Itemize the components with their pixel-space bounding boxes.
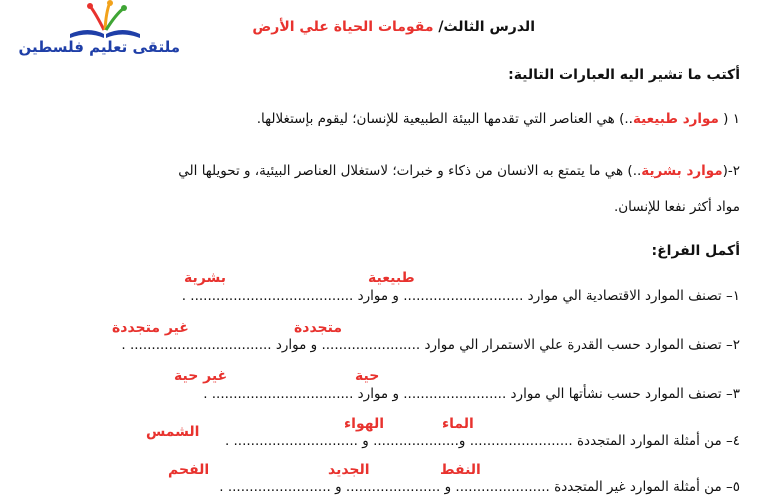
fill-item-4: ٤– من أمثلة الموارد المتجددة ........................ و.................... و ............................. . [224, 433, 740, 449]
fill-answer-4b: الهواء [344, 416, 385, 432]
section2-heading: أكمل الفراغ: [651, 243, 740, 259]
question-2: ٢-(موارد بشرية..) هي ما يتمتع به الانسان من ذكاء و خبرات؛ لاستغلال العناصر البيئية، و تحويلها الي [178, 163, 740, 179]
fill-item-3: ٣– تصنف الموارد حسب نشأتها الي موارد ........................ و موارد ................................. . [203, 386, 740, 402]
answer-2: موارد بشرية [641, 163, 723, 179]
fill-answer-5a: النفط [440, 462, 481, 478]
question-1: ١ ( موارد طبيعية..) هي العناصر التي تقدمها البيئة الطبيعية للإنسان؛ ليقوم بإستغلالها. [256, 111, 740, 127]
fill-answer-5c: الفحم [168, 462, 210, 478]
fill-answer-1b: بشرية [184, 270, 226, 286]
fill-answer-3a: حية [355, 368, 380, 384]
fill-answer-5b: الجديد [328, 462, 370, 478]
answer-1: موارد طبيعية [632, 111, 719, 127]
question-2-text: هي ما يتمتع به الانسان من ذكاء و خبرات؛ لاستغلال العناصر البيئية، و تحويلها الي [178, 163, 624, 179]
book-logo-icon [30, 0, 180, 40]
logo-text: ملتقى تعليم فلسطين [18, 38, 180, 56]
fill-answer-4c: الشمس [146, 424, 200, 440]
section1-heading: أكتب ما تشير اليه العبارات التالية: [508, 67, 740, 83]
question-1-text: هي العناصر التي تقدمها البيئة الطبيعية للإنسان؛ ليقوم بإستغلالها. [256, 111, 615, 127]
lesson-subject: مقومات الحياة علي الأرض [252, 19, 434, 35]
lesson-title [252, 18, 535, 36]
fill-answer-2a: متجددة [294, 320, 343, 336]
site-logo [18, 0, 180, 64]
lesson-number: الدرس الثالث/ [438, 19, 535, 35]
fill-item-2: ٢– تصنف الموارد حسب القدرة علي الاستمرار الي موارد ....................... و موارد ................................. . [121, 337, 740, 353]
fill-answer-2b: غير متجددة [112, 320, 189, 336]
fill-answer-1a: طبيعية [368, 270, 415, 286]
fill-answer-3b: غير حية [174, 368, 228, 384]
question-2-continued: مواد أكثر نفعا للإنسان. [613, 199, 740, 215]
fill-item-1: ١– تصنف الموارد الاقتصادية الي موارد ............................ و موارد ...................................... . [181, 288, 740, 304]
fill-answer-4a: الماء [442, 416, 474, 432]
fill-item-5: ٥– من أمثلة الموارد غير المتجددة ...................... و ...................... و ........................ . [219, 479, 740, 495]
